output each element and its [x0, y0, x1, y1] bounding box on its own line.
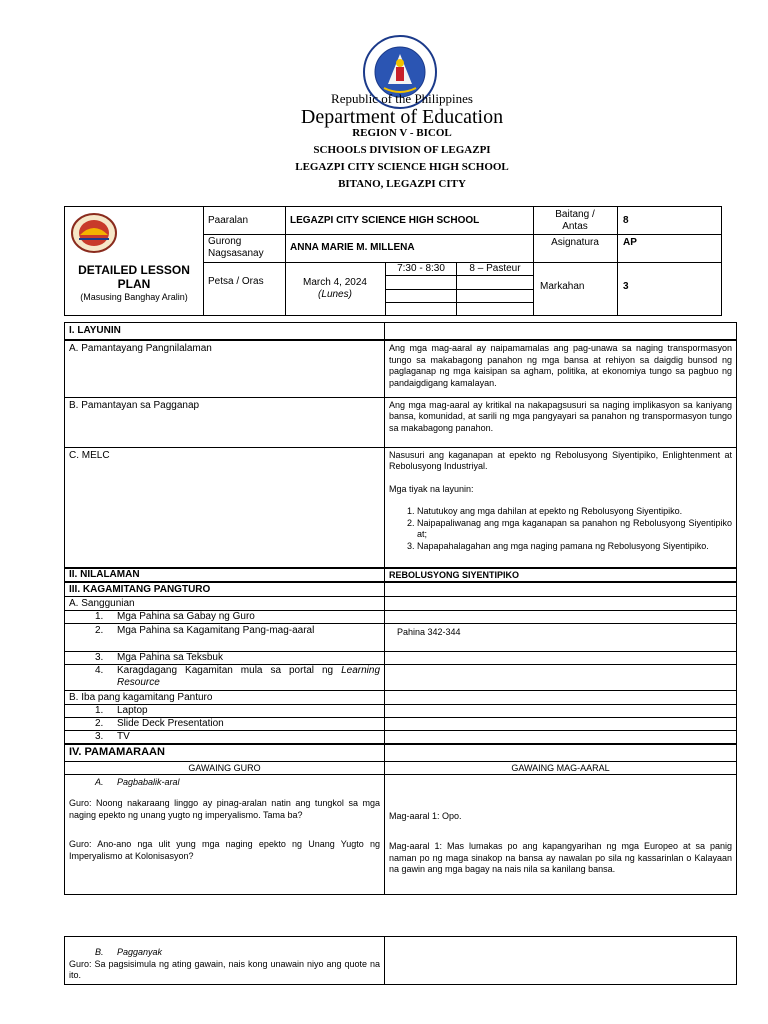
- lesson-plan-table: [64, 322, 737, 895]
- row-iba-2: [65, 718, 737, 731]
- guro-line-1: Guro: Noong nakaraang linggo ay pinag-aralan natin ang tungkol sa mga naging epekto ng unang yugto ng imperyalismo. Tama ba?: [69, 798, 380, 820]
- c-label: C. MELC: [65, 447, 385, 568]
- gawain-guro-header: GAWAING GURO: [65, 761, 385, 774]
- araw-value: (Lunes): [318, 289, 352, 300]
- row-pamantayang-pangnilalaman: [65, 340, 737, 397]
- row-sanggunian-2: [65, 624, 737, 652]
- row-sanggunian-3: [65, 652, 737, 665]
- mag-line-1: Mag-aaral 1: Opo.: [389, 810, 462, 821]
- sang-4-italic: Learning Resource: [117, 665, 380, 688]
- oras-value: 7:30 - 8:30: [397, 263, 445, 274]
- asignatura-value: AP: [623, 237, 637, 248]
- row-layunin: [65, 323, 737, 341]
- mag-line-2: Mag-aaral 1: Mas lumakas po ang kapangyarihan ng mga Europeo at sa panig naman po ng maga sinakop na bansa ay nawalan po sila ng kassarinlan o Kalayaan na gawin ang mga bagay na nais nila sa kanilang bansa.: [389, 841, 732, 874]
- pagganyak-cell: [65, 937, 385, 985]
- b-label: B. Pamantayan sa Pagganap: [65, 397, 385, 447]
- guro-value: ANNA MARIE M. MILLENA: [290, 242, 415, 253]
- sang-3-cell: 3. Mga Pahina sa Teksbuk: [65, 652, 385, 665]
- b-text: Ang mga mag-aaral ay kritikal na nakapagsusuri sa naging implikasyon sa kaniyang bansa, komunidad, at sarili ng mga pangyayari sa panahon ng transpormasyon tungo sa makabagong panahon.: [385, 397, 737, 447]
- address-line: BITANO, LEGAZPI CITY: [338, 178, 466, 190]
- row-iba-3: [65, 731, 737, 745]
- row-pamantayan-pagganap: [65, 397, 737, 447]
- objective-item: 3. Napapahalagahan ang mga naging pamana ng Rebolusyong Siyentipiko.: [417, 541, 732, 553]
- petsa-label: Petsa / Oras: [208, 276, 264, 287]
- mag-dialogue-cell: [385, 774, 737, 894]
- sang-2-value: Pahina 342-344: [385, 624, 737, 652]
- row-nilalaman: [65, 568, 737, 582]
- row-iba-1: [65, 705, 737, 718]
- republic-line: Republic of the Philippines: [331, 91, 473, 106]
- department-title: Department of Education: [300, 106, 504, 128]
- layunin-heading: I. LAYUNIN: [65, 323, 385, 341]
- melc-objectives: [389, 506, 732, 552]
- nilalaman-heading: II. NILALAMAN: [65, 568, 385, 582]
- sang-3-label: Mga Pahina sa Teksbuk: [117, 652, 223, 663]
- row-kagamitan: [65, 582, 737, 597]
- c-text: Nasusuri ang kaganapan at epekto ng Rebolusyong Siyentipiko, Enlightenment at Rebolusyong Industriyal.: [389, 449, 732, 471]
- markahan-value: 3: [623, 281, 629, 292]
- pamamaraan-heading: IV. PAMAMARAAN: [65, 744, 385, 761]
- info-box: [64, 206, 722, 316]
- baitang-label: Baitang / Antas: [555, 209, 595, 232]
- school-logo: [71, 213, 117, 253]
- guro-label: Gurong Nagsasanay: [208, 236, 264, 259]
- iba-3-cell: 3. TV: [65, 731, 385, 745]
- guro-dialogue-cell: [65, 774, 385, 894]
- iba-label: B. Iba pang kagamitang Panturo: [65, 691, 385, 705]
- sang-4-label: Karagdagang Kagamitan mula sa portal ng: [117, 665, 342, 676]
- sanggunian-label: A. Sanggunian: [65, 597, 385, 611]
- objective-item: 1. Natutukoy ang mga dahilan at epekto ng Rebolusyong Siyentipiko.: [417, 506, 732, 518]
- paaralan-value: LEGAZPI CITY SCIENCE HIGH SCHOOL: [290, 215, 480, 226]
- asignatura-label: Asignatura: [551, 237, 599, 248]
- iba-1-cell: 1. Laptop: [65, 705, 385, 718]
- gawain-mag-header: GAWAING MAG-AARAL: [385, 761, 737, 774]
- c-tiyak: Mga tiyak na layunin:: [389, 483, 474, 494]
- division-line: SCHOOLS DIVISION OF LEGAZPI: [313, 144, 491, 156]
- objective-item: 2. Naipapaliwanag ang mga kaganapan sa panahon ng Rebolusyong Siyentipiko at;: [417, 518, 732, 541]
- pagganyak-table: [64, 936, 737, 985]
- region-line: REGION V - BICOL: [352, 127, 452, 139]
- row-sanggunian-4: [65, 665, 737, 691]
- nilalaman-value: REBOLUSYONG SIYENTIPIKO: [385, 568, 737, 582]
- markahan-label: Markahan: [540, 281, 585, 292]
- kagamitan-heading: III. KAGAMITANG PANGTURO: [65, 582, 385, 597]
- iba-1-label: Laptop: [117, 705, 148, 716]
- sang-4-cell: 4. Karagdagang Kagamitan mula sa portal ng Learning Resource: [65, 665, 385, 691]
- iba-2-label: Slide Deck Presentation: [117, 718, 224, 729]
- petsa-value: March 4, 2024: [303, 277, 367, 288]
- row-gawain-headers: [65, 761, 737, 774]
- row-balik-aral: [65, 774, 737, 894]
- row-sanggunian-1: [65, 611, 737, 624]
- row-pagganyak: [65, 937, 737, 985]
- melc-cell: [385, 447, 737, 568]
- paaralan-label: Paaralan: [208, 215, 249, 226]
- row-iba-pang: [65, 691, 737, 705]
- guro-line-2: Guro: Ano-ano nga ulit yung mga naging epekto ng Unang Yugto ng Imperyalismo at Kolonisasyon?: [69, 839, 380, 861]
- sang-2-cell: 2. Mga Pahina sa Kagamitang Pang-mag-aaral: [65, 624, 385, 652]
- baitang-value: 8: [623, 215, 629, 226]
- row-melc: [65, 447, 737, 568]
- sang-2-label: Mga Pahina sa Kagamitang Pang-mag-aaral: [117, 625, 315, 636]
- sang-1-cell: 1. Mga Pahina sa Gabay ng Guro: [65, 611, 385, 624]
- guro-line-3: Guro: Sa pagsisimula ng ating gawain, nais kong unawain niyo ang quote na ito.: [69, 958, 380, 980]
- iba-3-label: TV: [117, 731, 130, 742]
- a-label: A. Pamantayang Pangnilalaman: [65, 340, 385, 397]
- iba-2-cell: 2. Slide Deck Presentation: [65, 718, 385, 731]
- seksyon-value: 8 – Pasteur: [469, 263, 521, 274]
- lesson-plan-subtitle: (Masusing Banghay Aralin): [80, 292, 188, 302]
- row-pamamaraan: [65, 744, 737, 761]
- lesson-plan-title: DETAILED LESSON PLAN: [78, 263, 190, 291]
- row-sanggunian: [65, 597, 737, 611]
- balik-aral-label: A. Pagbabalik-aral: [95, 776, 180, 787]
- pagganyak-label: B. Pagganyak: [95, 947, 163, 957]
- school-line: LEGAZPI CITY SCIENCE HIGH SCHOOL: [295, 161, 509, 173]
- a-text: Ang mga mag-aaral ay naipamamalas ang pag-unawa sa naging transpormasyon tungo sa makabagong panahon ng mga bansa at rehiyon sa daigdig bunsod ng paglaganap ng mga kaisipan sa agham, politika, at ekonomiya tungo sa pagbuo ng pandaigdigang kamalayan.: [385, 340, 737, 397]
- sang-1-label: Mga Pahina sa Gabay ng Guro: [117, 611, 255, 622]
